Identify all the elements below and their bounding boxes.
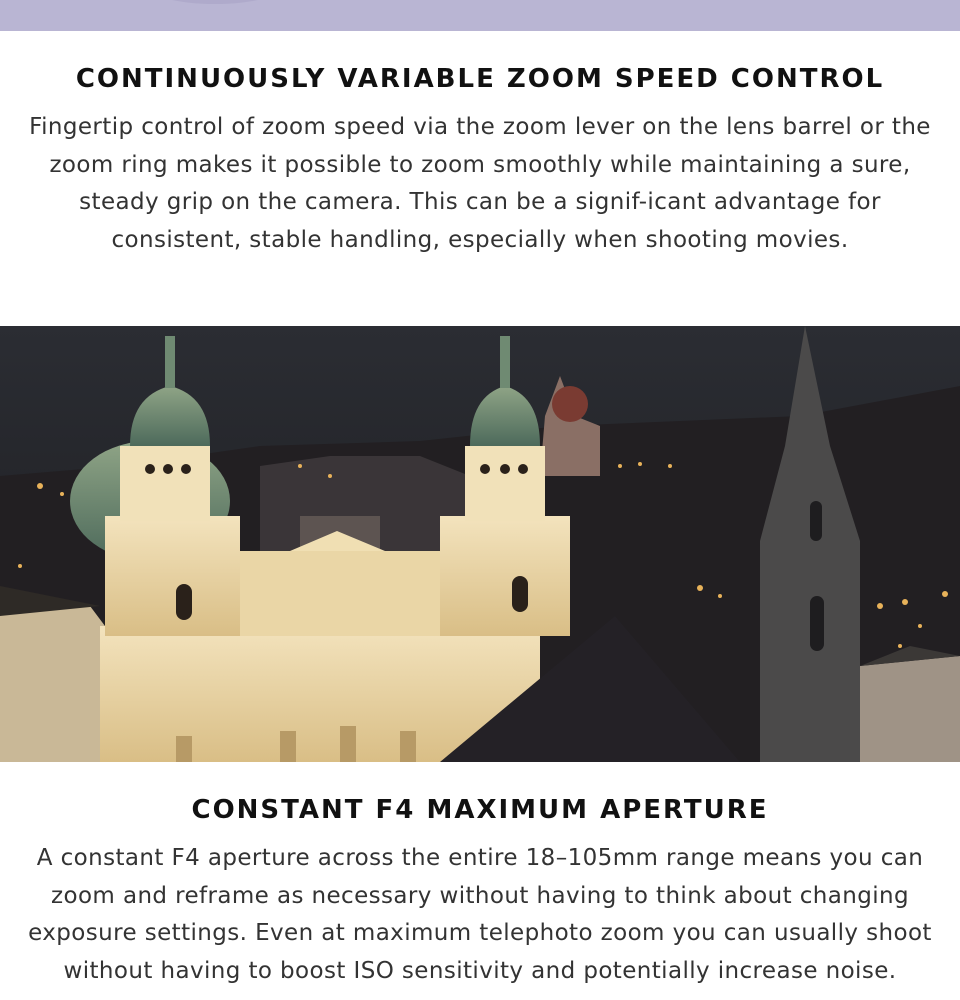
cathedral-night-photo (0, 326, 960, 762)
aperture-section (0, 794, 960, 990)
zoom-speed-section (0, 63, 960, 259)
section-body-zoom-speed: Fingertip control of zoom speed via the zoom lever on the lens barrel or the zoom ring makes it possible to zoom smoothly while maintaining a sure, steady grip on the camera. This can be a signif-icant advantage for consistent, stable handling, especially when shooting movies. (29, 114, 931, 253)
section-heading-aperture: CONSTANT F4 MAXIMUM APERTURE (191, 795, 769, 825)
top-banner-strip (0, 0, 960, 31)
section-heading-zoom-speed: CONTINUOUSLY VARIABLE ZOOM SPEED CONTROL (75, 64, 885, 94)
section-body-aperture: A constant F4 aperture across the entire 18–105mm range means you can zoom and reframe as necessary without having to think about changing exposure settings. Even at maximum telephoto zoom you can usually shoot without having to boost ISO sensitivity and potentially increase noise. (28, 845, 932, 984)
banner-decoration (140, 0, 290, 4)
